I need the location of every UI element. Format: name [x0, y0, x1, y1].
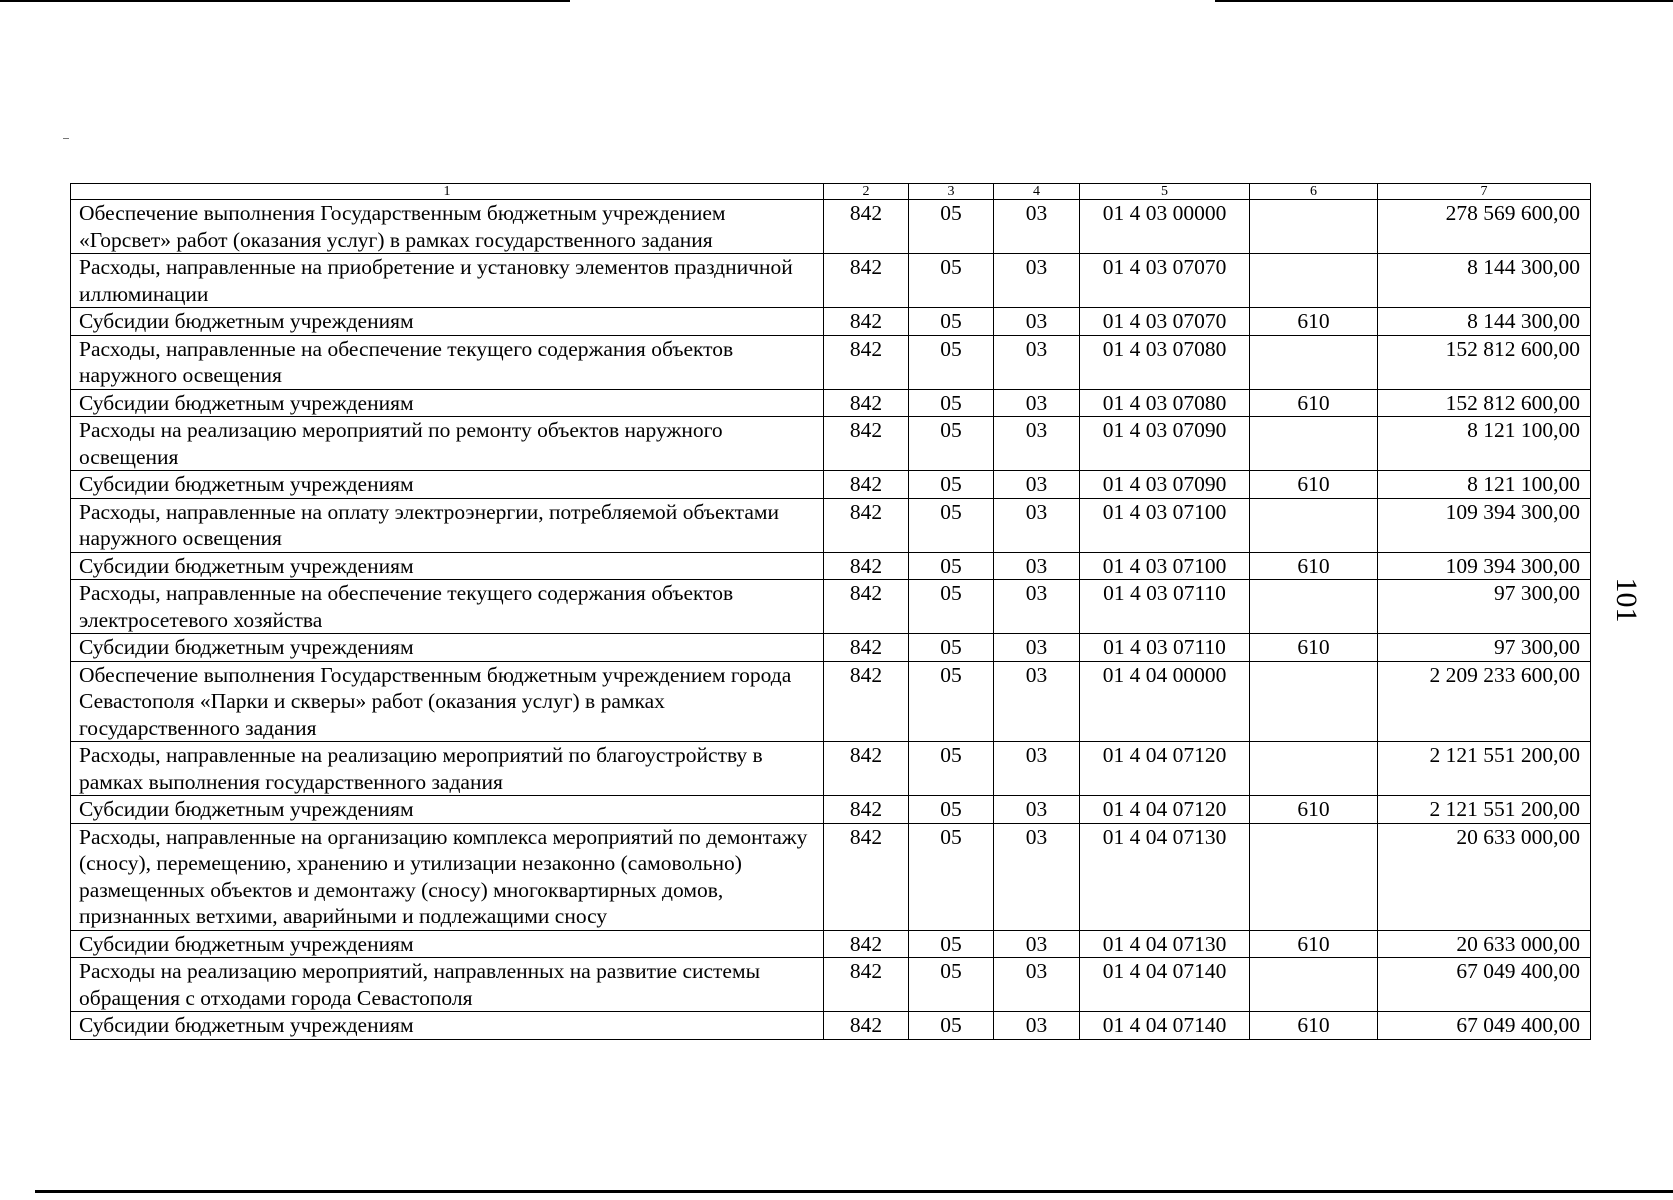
cell-name: Расходы, направленные на обеспечение текущего содержания объектов электросетевого хозяйства	[71, 580, 824, 634]
cell-admin-code: 842	[824, 580, 909, 634]
cell-admin-code: 842	[824, 1012, 909, 1040]
cell-admin-code: 842	[824, 335, 909, 389]
cell-admin-code: 842	[824, 634, 909, 662]
cell-subsection: 03	[994, 1012, 1080, 1040]
cell-expense-type: 610	[1250, 1012, 1378, 1040]
cell-target-code: 01 4 03 07110	[1080, 634, 1250, 662]
cell-name: Субсидии бюджетным учреждениям	[71, 471, 824, 499]
cell-amount: 278 569 600,00	[1378, 200, 1591, 254]
cell-amount: 97 300,00	[1378, 634, 1591, 662]
cell-expense-type	[1250, 417, 1378, 471]
cell-section: 05	[909, 308, 994, 336]
cell-section: 05	[909, 552, 994, 580]
cell-section: 05	[909, 471, 994, 499]
cell-admin-code: 842	[824, 552, 909, 580]
cell-subsection: 03	[994, 471, 1080, 499]
cell-section: 05	[909, 498, 994, 552]
cell-section: 05	[909, 389, 994, 417]
cell-expense-type: 610	[1250, 308, 1378, 336]
cell-expense-type: 610	[1250, 471, 1378, 499]
cell-subsection: 03	[994, 742, 1080, 796]
cell-name: Субсидии бюджетным учреждениям	[71, 634, 824, 662]
cell-admin-code: 842	[824, 930, 909, 958]
header-col-2: 2	[824, 184, 909, 200]
cell-amount: 109 394 300,00	[1378, 498, 1591, 552]
cell-expense-type	[1250, 823, 1378, 930]
cell-target-code: 01 4 03 07070	[1080, 254, 1250, 308]
cell-section: 05	[909, 930, 994, 958]
scan-border-top-right	[1215, 0, 1673, 2]
cell-name: Обеспечение выполнения Государственным бюджетным учреждением «Горсвет» работ (оказания услуг) в рамках государственного задания	[71, 200, 824, 254]
table-row	[71, 389, 1591, 417]
cell-section: 05	[909, 335, 994, 389]
cell-subsection: 03	[994, 200, 1080, 254]
cell-amount: 152 812 600,00	[1378, 389, 1591, 417]
cell-target-code: 01 4 03 00000	[1080, 200, 1250, 254]
cell-name: Расходы, направленные на реализацию мероприятий по благоустройству в рамках выполнения государственного задания	[71, 742, 824, 796]
cell-subsection: 03	[994, 958, 1080, 1012]
cell-admin-code: 842	[824, 796, 909, 824]
table-row	[71, 471, 1591, 499]
table-row	[71, 200, 1591, 254]
cell-amount: 20 633 000,00	[1378, 930, 1591, 958]
cell-section: 05	[909, 661, 994, 742]
table-row	[71, 958, 1591, 1012]
header-col-1: 1	[71, 184, 824, 200]
cell-subsection: 03	[994, 335, 1080, 389]
cell-admin-code: 842	[824, 958, 909, 1012]
cell-target-code: 01 4 04 07140	[1080, 958, 1250, 1012]
table-body	[71, 200, 1591, 1040]
header-col-7: 7	[1378, 184, 1591, 200]
cell-target-code: 01 4 03 07080	[1080, 389, 1250, 417]
cell-amount: 2 209 233 600,00	[1378, 661, 1591, 742]
cell-section: 05	[909, 958, 994, 1012]
cell-admin-code: 842	[824, 200, 909, 254]
cell-admin-code: 842	[824, 661, 909, 742]
cell-subsection: 03	[994, 796, 1080, 824]
cell-expense-type	[1250, 254, 1378, 308]
cell-section: 05	[909, 634, 994, 662]
table-row	[71, 552, 1591, 580]
cell-expense-type	[1250, 580, 1378, 634]
cell-expense-type: 610	[1250, 389, 1378, 417]
cell-subsection: 03	[994, 417, 1080, 471]
cell-section: 05	[909, 200, 994, 254]
cell-target-code: 01 4 03 07080	[1080, 335, 1250, 389]
cell-amount: 8 121 100,00	[1378, 471, 1591, 499]
cell-target-code: 01 4 03 07110	[1080, 580, 1250, 634]
cell-name: Субсидии бюджетным учреждениям	[71, 308, 824, 336]
cell-name: Обеспечение выполнения Государственным бюджетным учреждением города Севастополя «Парки и скверы» работ (оказания услуг) в рамках государственного задания	[71, 661, 824, 742]
table-row	[71, 661, 1591, 742]
budget-table	[70, 183, 1591, 1040]
cell-admin-code: 842	[824, 254, 909, 308]
header-col-6: 6	[1250, 184, 1378, 200]
cell-amount: 8 144 300,00	[1378, 308, 1591, 336]
table-row	[71, 823, 1591, 930]
cell-name: Расходы, направленные на приобретение и установку элементов праздничной иллюминации	[71, 254, 824, 308]
cell-subsection: 03	[994, 661, 1080, 742]
table-row	[71, 1012, 1591, 1040]
cell-subsection: 03	[994, 580, 1080, 634]
cell-expense-type: 610	[1250, 930, 1378, 958]
scan-mark	[63, 138, 69, 139]
cell-expense-type	[1250, 200, 1378, 254]
header-col-4: 4	[994, 184, 1080, 200]
cell-subsection: 03	[994, 823, 1080, 930]
cell-admin-code: 842	[824, 742, 909, 796]
cell-expense-type	[1250, 498, 1378, 552]
header-col-5: 5	[1080, 184, 1250, 200]
cell-name: Расходы, направленные на организацию комплекса мероприятий по демонтажу (сносу), перемещению, хранению и утилизации незаконно (самовольно) размещенных объектов и демонтажу (сносу) многоквартирных домов, признанных ветхими, аварийными и подлежащими сносу	[71, 823, 824, 930]
cell-expense-type: 610	[1250, 796, 1378, 824]
cell-name: Расходы, направленные на оплату электроэнергии, потребляемой объектами наружного освещения	[71, 498, 824, 552]
table-row	[71, 796, 1591, 824]
table-row	[71, 417, 1591, 471]
header-col-3: 3	[909, 184, 994, 200]
cell-expense-type: 610	[1250, 552, 1378, 580]
cell-admin-code: 842	[824, 308, 909, 336]
cell-name: Субсидии бюджетным учреждениям	[71, 552, 824, 580]
table-row	[71, 580, 1591, 634]
cell-name: Расходы на реализацию мероприятий, направленных на развитие системы обращения с отходами города Севастополя	[71, 958, 824, 1012]
cell-name: Расходы на реализацию мероприятий по ремонту объектов наружного освещения	[71, 417, 824, 471]
cell-name: Расходы, направленные на обеспечение текущего содержания объектов наружного освещения	[71, 335, 824, 389]
cell-amount: 97 300,00	[1378, 580, 1591, 634]
cell-section: 05	[909, 1012, 994, 1040]
cell-expense-type: 610	[1250, 634, 1378, 662]
table-row	[71, 308, 1591, 336]
cell-amount: 2 121 551 200,00	[1378, 796, 1591, 824]
cell-target-code: 01 4 04 07130	[1080, 930, 1250, 958]
cell-target-code: 01 4 03 07100	[1080, 552, 1250, 580]
cell-admin-code: 842	[824, 389, 909, 417]
cell-name: Субсидии бюджетным учреждениям	[71, 1012, 824, 1040]
cell-admin-code: 842	[824, 471, 909, 499]
cell-subsection: 03	[994, 498, 1080, 552]
page-number: 101	[1610, 577, 1643, 623]
cell-target-code: 01 4 03 07090	[1080, 471, 1250, 499]
table-row	[71, 634, 1591, 662]
cell-expense-type	[1250, 958, 1378, 1012]
cell-section: 05	[909, 742, 994, 796]
cell-section: 05	[909, 417, 994, 471]
cell-target-code: 01 4 03 07100	[1080, 498, 1250, 552]
header-row	[71, 184, 1591, 200]
table-row	[71, 335, 1591, 389]
cell-amount: 67 049 400,00	[1378, 958, 1591, 1012]
table-row	[71, 254, 1591, 308]
cell-admin-code: 842	[824, 823, 909, 930]
cell-target-code: 01 4 04 00000	[1080, 661, 1250, 742]
cell-amount: 20 633 000,00	[1378, 823, 1591, 930]
cell-target-code: 01 4 04 07120	[1080, 742, 1250, 796]
cell-expense-type	[1250, 335, 1378, 389]
cell-amount: 67 049 400,00	[1378, 1012, 1591, 1040]
cell-expense-type	[1250, 742, 1378, 796]
table-row	[71, 930, 1591, 958]
cell-subsection: 03	[994, 389, 1080, 417]
scan-border-bottom	[35, 1190, 1673, 1193]
cell-amount: 152 812 600,00	[1378, 335, 1591, 389]
scan-border-top-left	[0, 0, 570, 2]
cell-section: 05	[909, 796, 994, 824]
table-row	[71, 742, 1591, 796]
cell-name: Субсидии бюджетным учреждениям	[71, 389, 824, 417]
table-row	[71, 498, 1591, 552]
cell-target-code: 01 4 03 07090	[1080, 417, 1250, 471]
cell-name: Субсидии бюджетным учреждениям	[71, 930, 824, 958]
cell-target-code: 01 4 04 07130	[1080, 823, 1250, 930]
cell-section: 05	[909, 254, 994, 308]
cell-subsection: 03	[994, 930, 1080, 958]
cell-subsection: 03	[994, 634, 1080, 662]
cell-subsection: 03	[994, 254, 1080, 308]
cell-subsection: 03	[994, 308, 1080, 336]
cell-admin-code: 842	[824, 498, 909, 552]
cell-amount: 2 121 551 200,00	[1378, 742, 1591, 796]
cell-target-code: 01 4 04 07120	[1080, 796, 1250, 824]
cell-expense-type	[1250, 661, 1378, 742]
cell-target-code: 01 4 03 07070	[1080, 308, 1250, 336]
cell-admin-code: 842	[824, 417, 909, 471]
cell-amount: 8 121 100,00	[1378, 417, 1591, 471]
cell-amount: 109 394 300,00	[1378, 552, 1591, 580]
cell-section: 05	[909, 580, 994, 634]
cell-subsection: 03	[994, 552, 1080, 580]
cell-section: 05	[909, 823, 994, 930]
cell-target-code: 01 4 04 07140	[1080, 1012, 1250, 1040]
cell-amount: 8 144 300,00	[1378, 254, 1591, 308]
cell-name: Субсидии бюджетным учреждениям	[71, 796, 824, 824]
